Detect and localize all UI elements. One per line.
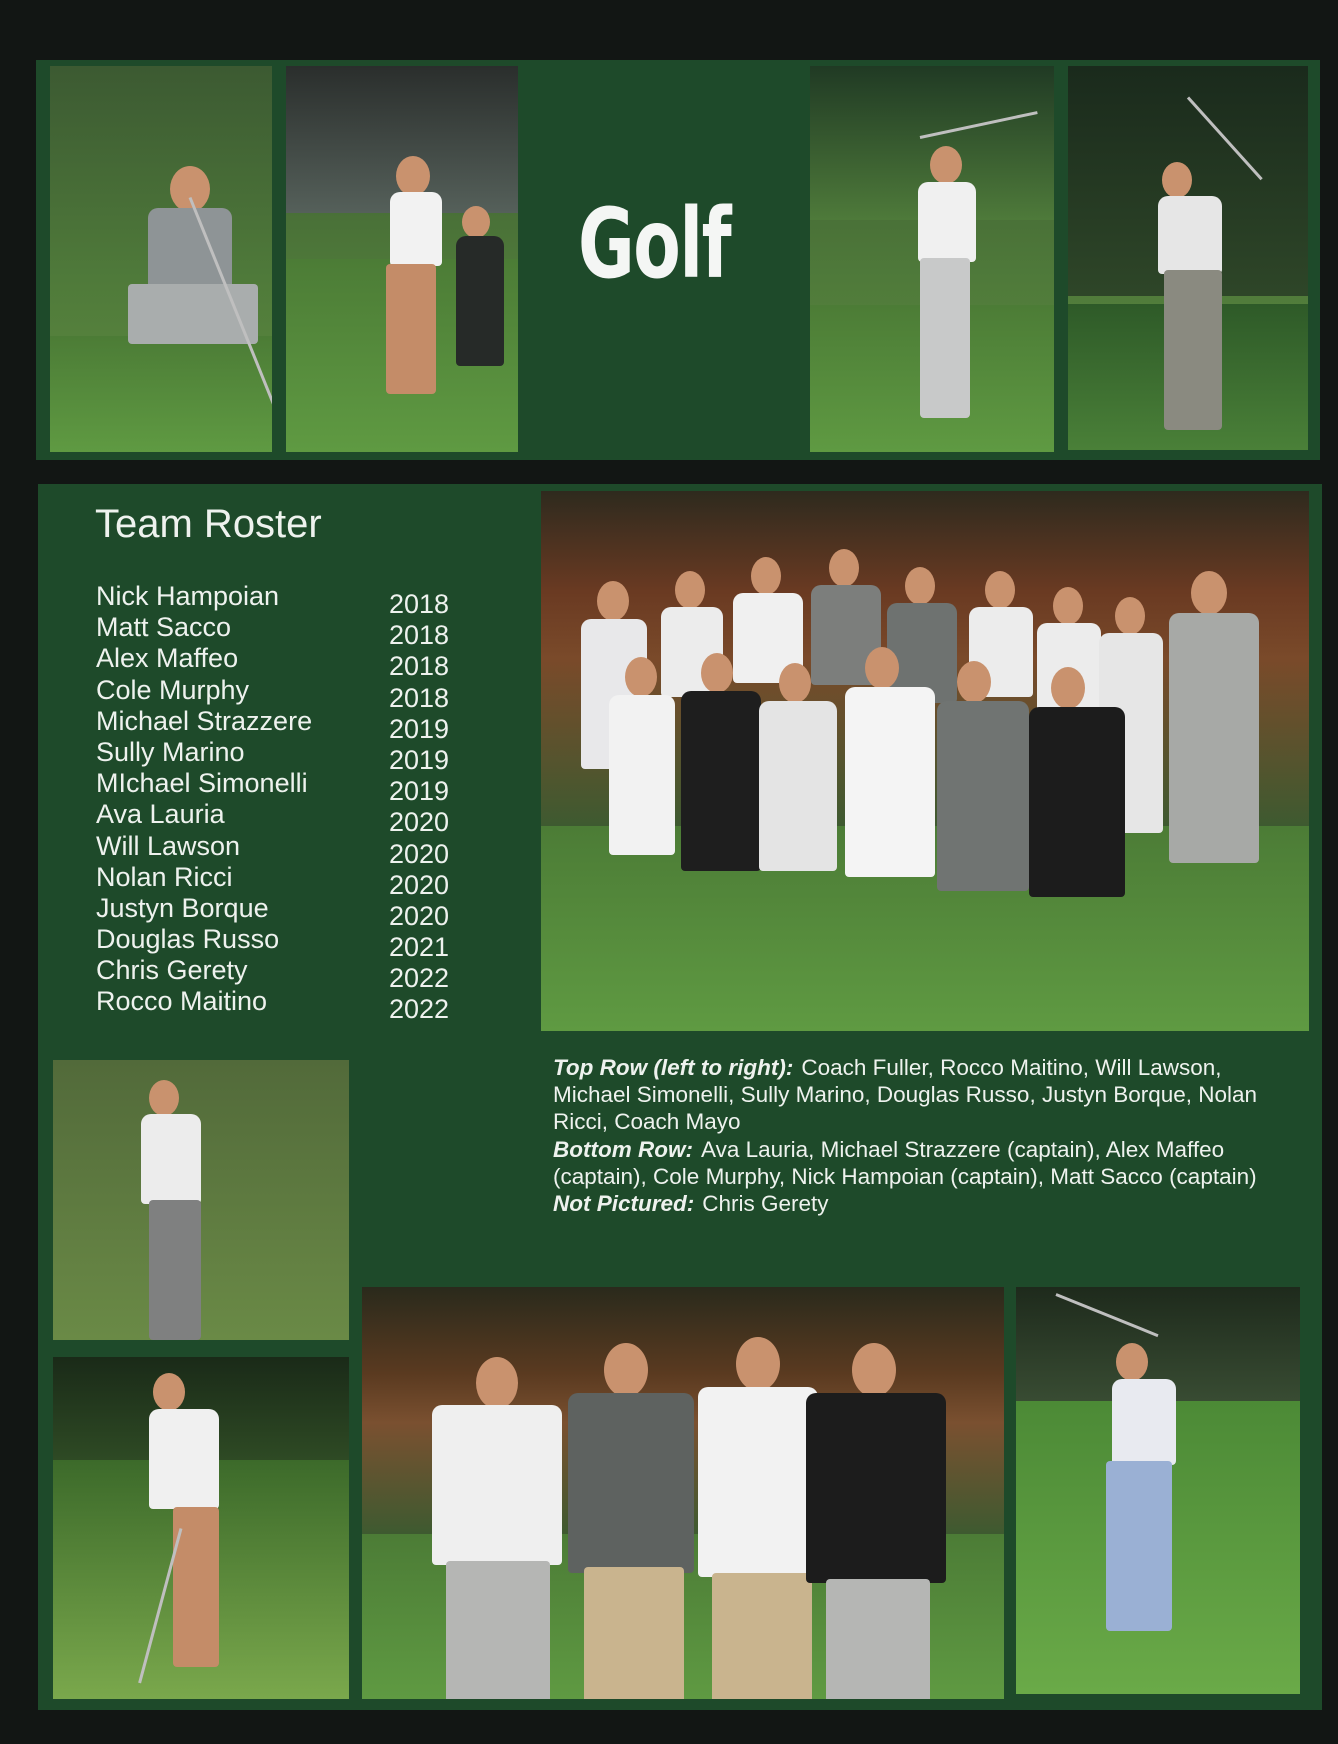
caption-not-pictured	[553, 1190, 1283, 1217]
player-year: 2019	[389, 713, 450, 744]
player-name: Michael Strazzere	[96, 705, 313, 736]
roster-row	[96, 986, 466, 1025]
roster-list	[96, 581, 466, 1025]
caption-not-pictured-label: Not Pictured:	[553, 1191, 695, 1217]
photo-golfer-crouching	[50, 66, 272, 452]
player-year: 2018	[389, 682, 450, 713]
player-year: 2019	[389, 776, 450, 807]
player-name: Nick Hampoian	[96, 581, 280, 611]
caption-bottom-row	[553, 1136, 1283, 1190]
player-year: 2018	[389, 620, 450, 651]
player-name: Cole Murphy	[96, 674, 250, 705]
photo-golfer-followthrough-1	[810, 66, 1054, 452]
player-year: 2020	[389, 807, 450, 838]
team-photo-caption	[553, 1054, 1283, 1217]
photo-golfer-swing-woman	[286, 66, 518, 452]
photo-golfer-backswing	[53, 1060, 349, 1340]
player-name: Justyn Borque	[96, 892, 269, 923]
player-name: MIchael Simonelli	[96, 768, 308, 799]
page-title: Golf	[578, 188, 731, 300]
player-year: 2022	[389, 963, 450, 994]
player-name: Alex Maffeo	[96, 643, 239, 674]
caption-bottom-row-label: Bottom Row:	[553, 1136, 693, 1162]
team-photo	[541, 491, 1309, 1031]
player-name: Matt Sacco	[96, 612, 232, 643]
player-year: 2020	[389, 869, 450, 900]
player-year: 2018	[389, 651, 450, 682]
photo-golfer-putting	[53, 1357, 349, 1699]
player-year: 2022	[389, 994, 450, 1025]
player-name: Nolan Ricci	[96, 861, 233, 892]
caption-bottom-row-text: Ava Lauria, Michael Strazzere (captain), Alex Maffeo (captain), Cole Murphy, Nick Hampoian (captain), Matt Sacco (captain)	[553, 1136, 1257, 1189]
player-year: 2019	[389, 744, 450, 775]
photo-golfer-finish	[1016, 1287, 1300, 1694]
caption-top-row	[553, 1054, 1283, 1136]
player-year: 2018	[389, 589, 450, 619]
photo-captains	[362, 1287, 1004, 1699]
player-name: Will Lawson	[96, 830, 241, 861]
player-year: 2021	[389, 932, 450, 963]
roster-heading: Team Roster	[95, 502, 322, 546]
caption-top-row-text: Coach Fuller, Rocco Maitino, Will Lawson, Michael Simonelli, Sully Marino, Douglas Russo, Justyn Borque, Nolan Ricci, Coach Mayo	[553, 1055, 1258, 1135]
caption-top-row-label: Top Row (left to right):	[553, 1055, 794, 1080]
caption-not-pictured-text: Chris Gerety	[702, 1191, 829, 1217]
player-name: Sully Marino	[96, 736, 245, 767]
player-year: 2020	[389, 900, 450, 931]
player-name: Ava Lauria	[96, 799, 225, 830]
player-name: Chris Gerety	[96, 955, 248, 986]
photo-golfer-followthrough-2	[1068, 66, 1308, 450]
player-name: Douglas Russo	[96, 924, 280, 955]
player-name: Rocco Maitino	[96, 986, 268, 1017]
player-year: 2020	[389, 838, 450, 869]
